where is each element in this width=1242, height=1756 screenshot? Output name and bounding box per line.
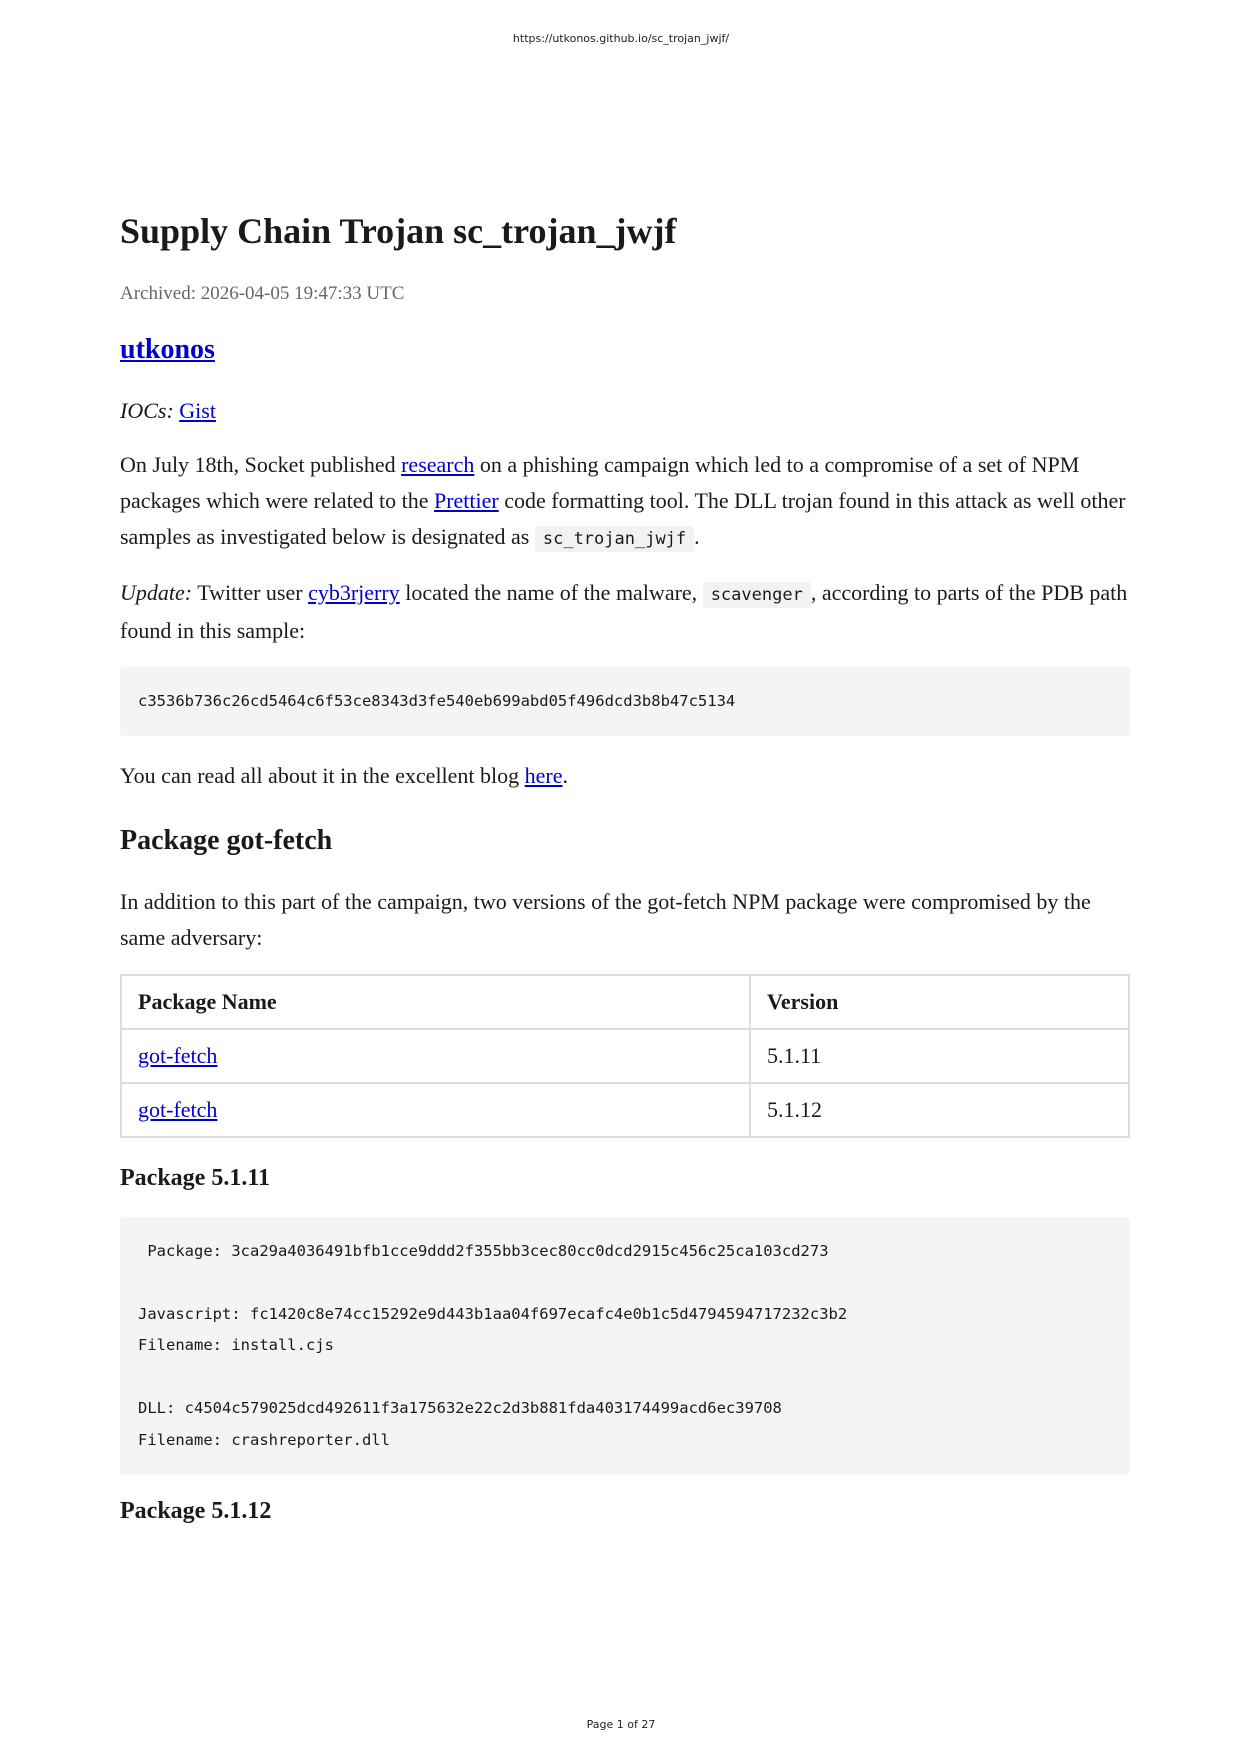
package-5-1-11-heading: Package 5.1.11 — [120, 1164, 270, 1191]
page-title: Supply Chain Trojan sc_trojan_jwjf — [120, 211, 677, 251]
intro-text-1: On July 18th, Socket published — [120, 451, 402, 477]
author-heading — [120, 333, 1130, 367]
column-header-version: Version — [750, 975, 1129, 1029]
intro-paragraph — [120, 447, 1130, 557]
update-text-3: , according to parts of the PDB path found in this sample: — [120, 579, 1128, 643]
blog-paragraph — [120, 758, 1130, 794]
update-label: Update: — [120, 579, 193, 605]
version-cell: 5.1.12 — [750, 1083, 1129, 1137]
pdb-hash: c3536b736c26cd5464c6f53ce8343d3fe540eb699abd05f496dcd3b8b47c5134 — [138, 691, 736, 710]
page-url-header: https://utkonos.github.io/sc_trojan_jwjf/ — [512, 32, 730, 45]
blog-text-1: You can read all about it in the excellent blog — [120, 763, 525, 789]
iocs-line — [120, 393, 1130, 429]
package-5-1-11-codeblock: Package: 3ca29a4036491bfb1cce9ddd2f355bb3cec80cc0dcd2915c456c25ca103cd273 Javascript: fc1420c8e74cc15292e9d443b1aa04f697ecafc4e0b1c5d4794594717232c3b2 Filename: install.cjs DLL: c4504c579025dcd492611f3a175632e22c2d3b881fda403174499acd6ec39708 Filename: crashreporter.dll — [120, 1217, 1130, 1476]
malware-name-code: scavenger — [703, 582, 811, 608]
package-name-cell — [121, 1083, 750, 1137]
archived-timestamp: Archived: 2026-04-05 19:47:33 UTC — [120, 283, 405, 305]
version-cell: 5.1.11 — [750, 1029, 1129, 1083]
column-header-package-name: Package Name — [121, 975, 750, 1029]
intro-text-4: . — [694, 523, 700, 549]
trojan-name-code: sc_trojan_jwjf — [535, 526, 694, 552]
page-number-footer: Page 1 of 27 — [586, 1718, 656, 1731]
pdb-hash-codeblock — [120, 667, 1130, 737]
gist-link[interactable]: Gist — [179, 397, 216, 423]
table-row — [121, 1083, 1129, 1137]
research-link[interactable]: research — [401, 451, 475, 477]
table-header-row — [121, 975, 1129, 1029]
prettier-link[interactable]: Prettier — [433, 487, 499, 513]
intro-text-2: on a phishing campaign which led to a compromise of a set of NPM packages which were related to the — [120, 451, 1080, 513]
got-fetch-paragraph: In addition to this part of the campaign, two versions of the got-fetch NPM package were compromised by the same adversary: — [120, 888, 1091, 950]
blog-here-link[interactable]: here — [524, 763, 563, 789]
intro-text-3: code formatting tool. The DLL trojan found in this attack as well other samples as investigated below is designated as — [120, 487, 1126, 549]
article — [120, 210, 1130, 1550]
iocs-label: IOCs: — [120, 397, 174, 423]
blog-text-2: . — [562, 763, 569, 789]
got-fetch-link[interactable]: got-fetch — [138, 1096, 218, 1122]
author-link[interactable]: utkonos — [120, 334, 215, 366]
got-fetch-link[interactable]: got-fetch — [138, 1042, 218, 1068]
package-5-1-12-heading: Package 5.1.12 — [120, 1498, 272, 1525]
update-text-1: Twitter user — [192, 579, 309, 605]
update-text-2: located the name of the malware, — [399, 579, 703, 605]
package-name-cell — [121, 1029, 750, 1083]
update-paragraph — [120, 575, 1130, 649]
table-row — [121, 1029, 1129, 1083]
packages-table — [120, 974, 1130, 1138]
got-fetch-heading: Package got-fetch — [120, 825, 333, 857]
cyb3rjerry-link[interactable]: cyb3rjerry — [308, 579, 400, 605]
